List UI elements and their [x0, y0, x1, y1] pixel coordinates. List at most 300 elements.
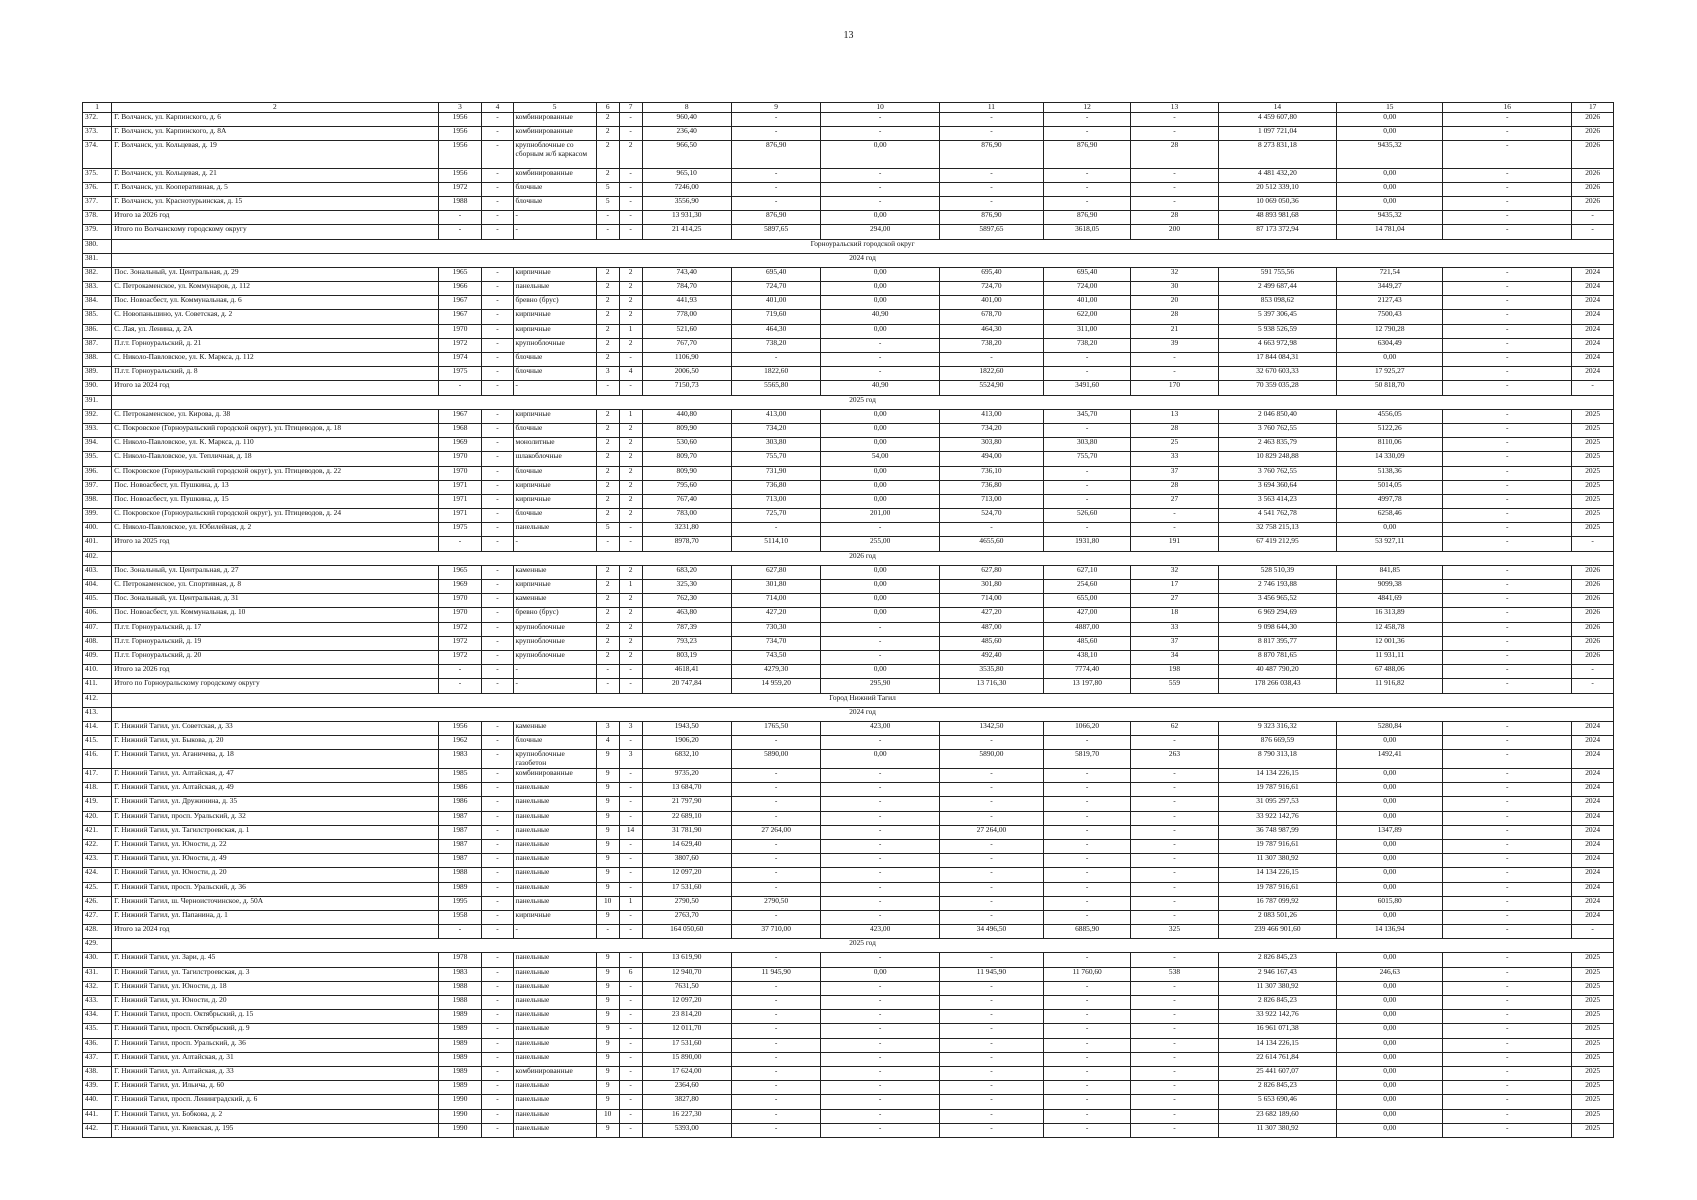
- cell-col-7: -: [619, 783, 642, 797]
- column-number-10: 10: [821, 103, 940, 113]
- cell-col-10: 294,00: [821, 225, 940, 239]
- cell-col-9: 724,70: [731, 282, 820, 296]
- cell-col-9: -: [731, 1109, 820, 1123]
- cell-col-12: 6885,90: [1043, 925, 1130, 939]
- cell-col-1: 372.: [83, 113, 112, 127]
- cell-col-6: 2: [596, 310, 619, 324]
- cell-col-3: 1987: [438, 839, 482, 853]
- table-row: [83, 452, 1614, 466]
- cell-col-10: -: [821, 1024, 940, 1038]
- cell-col-12: -: [1043, 1123, 1130, 1137]
- cell-col-9: -: [731, 1010, 820, 1024]
- cell-col-17: 2024: [1572, 910, 1614, 924]
- cell-col-12: -: [1043, 797, 1130, 811]
- cell-col-3: 1975: [438, 523, 482, 537]
- cell-col-15: 0,00: [1337, 1052, 1443, 1066]
- cell-col-10: -: [821, 825, 940, 839]
- cell-col-16: -: [1443, 452, 1572, 466]
- cell-col-16: -: [1443, 211, 1572, 225]
- cell-col-6: 9: [596, 854, 619, 868]
- cell-col-10: 295,90: [821, 679, 940, 693]
- cell-col-10: -: [821, 854, 940, 868]
- cell-col-11: -: [939, 1109, 1043, 1123]
- cell-col-6: 9: [596, 996, 619, 1010]
- cell-col-9: -: [731, 868, 820, 882]
- cell-col-10: -: [821, 736, 940, 750]
- table-row: [83, 494, 1614, 508]
- cell-col-3: 1966: [438, 282, 482, 296]
- cell-col-4: -: [482, 854, 513, 868]
- cell-col-16: -: [1443, 296, 1572, 310]
- cell-col-16: -: [1443, 480, 1572, 494]
- cell-col-11: -: [939, 981, 1043, 995]
- cell-col-6: -: [596, 679, 619, 693]
- cell-col-6: 2: [596, 141, 619, 168]
- cell-col-7: 2: [619, 509, 642, 523]
- cell-col-1: 392.: [83, 409, 112, 423]
- cell-col-5: кирпичные: [513, 910, 596, 924]
- cell-col-6: 2: [596, 168, 619, 182]
- cell-col-7: -: [619, 1024, 642, 1038]
- cell-col-10: -: [821, 783, 940, 797]
- cell-col-16: -: [1443, 783, 1572, 797]
- cell-col-6: 2: [596, 452, 619, 466]
- cell-col-13: -: [1131, 854, 1218, 868]
- cell-col-13: -: [1131, 839, 1218, 853]
- table-row: [83, 1123, 1614, 1137]
- cell-col-7: -: [619, 811, 642, 825]
- cell-col-15: 0,00: [1337, 182, 1443, 196]
- cell-col-3: 1990: [438, 1109, 482, 1123]
- cell-col-9: 714,00: [731, 594, 820, 608]
- cell-col-10: -: [821, 196, 940, 210]
- cell-col-14: 19 787 916,61: [1218, 882, 1337, 896]
- cell-col-6: 4: [596, 736, 619, 750]
- cell-col-1: 414.: [83, 721, 112, 735]
- cell-col-12: -: [1043, 811, 1130, 825]
- cell-col-7: 2: [619, 282, 642, 296]
- cell-col-8: 767,70: [642, 338, 731, 352]
- cell-col-14: 239 466 901,60: [1218, 925, 1337, 939]
- column-number-12: 12: [1043, 103, 1130, 113]
- cell-col-13: 13: [1131, 409, 1218, 423]
- cell-col-9: 876,90: [731, 141, 820, 168]
- cell-col-2: Пос. Новоасбест, ул. Коммунальная, д. 10: [112, 608, 439, 622]
- cell-col-12: 655,00: [1043, 594, 1130, 608]
- row-number: 402.: [83, 551, 112, 565]
- cell-col-11: 876,90: [939, 141, 1043, 168]
- cell-col-6: 9: [596, 1052, 619, 1066]
- cell-col-9: -: [731, 523, 820, 537]
- cell-col-12: 622,00: [1043, 310, 1130, 324]
- table-row: [83, 113, 1614, 127]
- cell-col-11: -: [939, 1052, 1043, 1066]
- cell-col-16: -: [1443, 953, 1572, 967]
- cell-col-3: 1956: [438, 127, 482, 141]
- cell-col-6: 2: [596, 423, 619, 437]
- cell-col-10: 255,00: [821, 537, 940, 551]
- cell-col-7: 2: [619, 622, 642, 636]
- cell-col-14: 2 826 845,23: [1218, 953, 1337, 967]
- cell-col-8: 6832,10: [642, 750, 731, 769]
- cell-col-3: 1978: [438, 953, 482, 967]
- cell-col-10: -: [821, 839, 940, 853]
- cell-col-2: Г. Волчанск, ул. Краснотурьинская, д. 15: [112, 196, 439, 210]
- cell-col-4: -: [482, 1109, 513, 1123]
- section-row: [83, 551, 1614, 565]
- cell-col-15: 9435,32: [1337, 211, 1443, 225]
- cell-col-5: панельные: [513, 1095, 596, 1109]
- cell-col-5: панельные: [513, 282, 596, 296]
- cell-col-15: 14 781,04: [1337, 225, 1443, 239]
- cell-col-13: 37: [1131, 636, 1218, 650]
- cell-col-1: 394.: [83, 438, 112, 452]
- cell-col-10: -: [821, 182, 940, 196]
- cell-col-6: 2: [596, 127, 619, 141]
- cell-col-6: 10: [596, 896, 619, 910]
- cell-col-2: Пос. Зональный, ул. Центральная, д. 29: [112, 267, 439, 281]
- cell-col-11: -: [939, 353, 1043, 367]
- cell-col-15: 0,00: [1337, 783, 1443, 797]
- cell-col-3: 1989: [438, 1052, 482, 1066]
- cell-col-1: 427.: [83, 910, 112, 924]
- cell-col-1: 441.: [83, 1109, 112, 1123]
- cell-col-15: 0,00: [1337, 981, 1443, 995]
- cell-col-7: -: [619, 127, 642, 141]
- cell-col-1: 399.: [83, 509, 112, 523]
- cell-col-8: 21 414,25: [642, 225, 731, 239]
- cell-col-1: 428.: [83, 925, 112, 939]
- cell-col-13: -: [1131, 196, 1218, 210]
- cell-col-4: -: [482, 1038, 513, 1052]
- cell-col-15: 4997,78: [1337, 494, 1443, 508]
- cell-col-3: 1971: [438, 494, 482, 508]
- cell-col-15: 11 916,82: [1337, 679, 1443, 693]
- cell-col-2: Г. Волчанск, ул. Карпинского, д. 6: [112, 113, 439, 127]
- table-row: [83, 211, 1614, 225]
- cell-col-5: блочные: [513, 736, 596, 750]
- cell-col-2: Г. Нижний Тагил, ул. Алтайская, д. 49: [112, 783, 439, 797]
- cell-col-16: -: [1443, 896, 1572, 910]
- cell-col-4: -: [482, 650, 513, 664]
- cell-col-10: -: [821, 896, 940, 910]
- cell-col-9: -: [731, 996, 820, 1010]
- cell-col-3: -: [438, 679, 482, 693]
- cell-col-11: 736,80: [939, 480, 1043, 494]
- cell-col-14: 591 755,56: [1218, 267, 1337, 281]
- section-heading: Город Нижний Тагил: [112, 693, 1614, 707]
- cell-col-9: -: [731, 168, 820, 182]
- cell-col-5: комбинированные: [513, 1066, 596, 1080]
- cell-col-16: -: [1443, 409, 1572, 423]
- cell-col-5: панельные: [513, 967, 596, 981]
- cell-col-5: комбинированные: [513, 769, 596, 783]
- column-number-7: 7: [619, 103, 642, 113]
- cell-col-13: 62: [1131, 721, 1218, 735]
- cell-col-7: 2: [619, 594, 642, 608]
- cell-col-12: -: [1043, 953, 1130, 967]
- cell-col-7: -: [619, 910, 642, 924]
- cell-col-2: Г. Нижний Тагил, ул. Тагилстроевская, д. 1: [112, 825, 439, 839]
- cell-col-11: 27 264,00: [939, 825, 1043, 839]
- cell-col-11: 695,40: [939, 267, 1043, 281]
- cell-col-13: -: [1131, 811, 1218, 825]
- cell-col-1: 418.: [83, 783, 112, 797]
- cell-col-12: -: [1043, 825, 1130, 839]
- cell-col-17: 2025: [1572, 1010, 1614, 1024]
- cell-col-14: 20 512 339,10: [1218, 182, 1337, 196]
- cell-col-5: крупноблочные со сборным ж/б каркасом: [513, 141, 596, 168]
- cell-col-9: -: [731, 882, 820, 896]
- cell-col-12: -: [1043, 839, 1130, 853]
- cell-col-13: -: [1131, 168, 1218, 182]
- cell-col-10: 423,00: [821, 925, 940, 939]
- cell-col-11: -: [939, 896, 1043, 910]
- cell-col-16: -: [1443, 141, 1572, 168]
- cell-col-15: 3449,27: [1337, 282, 1443, 296]
- cell-col-5: панельные: [513, 825, 596, 839]
- cell-col-7: 2: [619, 565, 642, 579]
- cell-col-10: 0,00: [821, 409, 940, 423]
- cell-col-1: 423.: [83, 854, 112, 868]
- cell-col-12: 13 197,80: [1043, 679, 1130, 693]
- cell-col-14: 3 760 762,55: [1218, 423, 1337, 437]
- cell-col-16: -: [1443, 679, 1572, 693]
- cell-col-3: -: [438, 665, 482, 679]
- cell-col-4: -: [482, 665, 513, 679]
- cell-col-16: -: [1443, 882, 1572, 896]
- cell-col-13: 27: [1131, 594, 1218, 608]
- cell-col-10: -: [821, 367, 940, 381]
- cell-col-4: -: [482, 1066, 513, 1080]
- cell-col-6: 2: [596, 480, 619, 494]
- cell-col-11: 714,00: [939, 594, 1043, 608]
- cell-col-13: 33: [1131, 452, 1218, 466]
- cell-col-10: 201,00: [821, 509, 940, 523]
- cell-col-9: -: [731, 196, 820, 210]
- cell-col-6: 9: [596, 1024, 619, 1038]
- cell-col-2: С. Покровское (Горноуральский городской округ), ул. Птицеводов, д. 22: [112, 466, 439, 480]
- table-row: [83, 1081, 1614, 1095]
- cell-col-14: 33 922 142,76: [1218, 811, 1337, 825]
- cell-col-5: блочные: [513, 182, 596, 196]
- cell-col-2: П.г.т. Горноуральский, д. 21: [112, 338, 439, 352]
- cell-col-5: панельные: [513, 1109, 596, 1123]
- cell-col-6: -: [596, 537, 619, 551]
- cell-col-16: -: [1443, 1066, 1572, 1080]
- cell-col-6: 2: [596, 594, 619, 608]
- cell-col-6: 9: [596, 910, 619, 924]
- cell-col-3: 1989: [438, 1024, 482, 1038]
- cell-col-5: крупноблочные: [513, 622, 596, 636]
- cell-col-3: 1972: [438, 650, 482, 664]
- cell-col-2: П.г.т. Горноуральский, д. 20: [112, 650, 439, 664]
- table-row: [83, 882, 1614, 896]
- cell-col-9: -: [731, 953, 820, 967]
- cell-col-2: С. Новопаньшино, ул. Советская, д. 2: [112, 310, 439, 324]
- cell-col-14: 23 682 189,60: [1218, 1109, 1337, 1123]
- cell-col-2: Г. Нижний Тагил, ул. Юности, д. 22: [112, 839, 439, 853]
- cell-col-13: -: [1131, 783, 1218, 797]
- cell-col-17: 2025: [1572, 423, 1614, 437]
- cell-col-17: 2025: [1572, 466, 1614, 480]
- cell-col-5: -: [513, 225, 596, 239]
- cell-col-14: 48 893 981,68: [1218, 211, 1337, 225]
- cell-col-17: 2026: [1572, 650, 1614, 664]
- cell-col-12: -: [1043, 1081, 1130, 1095]
- cell-col-4: -: [482, 127, 513, 141]
- cell-col-2: Г. Нижний Тагил, ул. Юности, д. 18: [112, 981, 439, 995]
- cell-col-13: 37: [1131, 466, 1218, 480]
- cell-col-11: 3535,80: [939, 665, 1043, 679]
- cell-col-12: 427,00: [1043, 608, 1130, 622]
- cell-col-13: -: [1131, 797, 1218, 811]
- cell-col-14: 16 787 099,92: [1218, 896, 1337, 910]
- table-row: [83, 665, 1614, 679]
- cell-col-12: 254,60: [1043, 580, 1130, 594]
- cell-col-4: -: [482, 1052, 513, 1066]
- cell-col-12: 401,00: [1043, 296, 1130, 310]
- cell-col-2: Г. Нижний Тагил, просп. Уральский, д. 36: [112, 1038, 439, 1052]
- cell-col-15: 8110,06: [1337, 438, 1443, 452]
- column-number-8: 8: [642, 103, 731, 113]
- cell-col-15: 14 330,09: [1337, 452, 1443, 466]
- cell-col-4: -: [482, 338, 513, 352]
- cell-col-7: -: [619, 925, 642, 939]
- cell-col-12: -: [1043, 466, 1130, 480]
- table-row: [83, 381, 1614, 395]
- cell-col-15: 16 313,89: [1337, 608, 1443, 622]
- cell-col-11: -: [939, 996, 1043, 1010]
- cell-col-11: 1822,60: [939, 367, 1043, 381]
- cell-col-16: -: [1443, 1081, 1572, 1095]
- cell-col-17: 2024: [1572, 783, 1614, 797]
- cell-col-1: 419.: [83, 797, 112, 811]
- cell-col-1: 386.: [83, 324, 112, 338]
- cell-col-2: Итого за 2024 год: [112, 381, 439, 395]
- cell-col-14: 6 969 294,69: [1218, 608, 1337, 622]
- cell-col-10: -: [821, 338, 940, 352]
- cell-col-1: 435.: [83, 1024, 112, 1038]
- cell-col-10: -: [821, 1095, 940, 1109]
- cell-col-10: -: [821, 797, 940, 811]
- cell-col-4: -: [482, 679, 513, 693]
- cell-col-8: 22 689,10: [642, 811, 731, 825]
- cell-col-1: 403.: [83, 565, 112, 579]
- cell-col-10: 0,00: [821, 211, 940, 225]
- cell-col-12: -: [1043, 783, 1130, 797]
- cell-col-9: -: [731, 910, 820, 924]
- cell-col-6: 9: [596, 1095, 619, 1109]
- cell-col-16: -: [1443, 925, 1572, 939]
- section-row: [83, 707, 1614, 721]
- cell-col-11: 492,40: [939, 650, 1043, 664]
- cell-col-8: 1106,90: [642, 353, 731, 367]
- cell-col-10: 0,00: [821, 594, 940, 608]
- cell-col-14: 19 787 916,61: [1218, 839, 1337, 853]
- cell-col-4: -: [482, 296, 513, 310]
- cell-col-15: 6015,80: [1337, 896, 1443, 910]
- cell-col-4: -: [482, 141, 513, 168]
- row-number: 391.: [83, 395, 112, 409]
- cell-col-5: шлакоблочные: [513, 452, 596, 466]
- cell-col-14: 14 134 226,15: [1218, 1038, 1337, 1052]
- cell-col-12: -: [1043, 127, 1130, 141]
- cell-col-8: 762,30: [642, 594, 731, 608]
- cell-col-8: 793,23: [642, 636, 731, 650]
- cell-col-16: -: [1443, 509, 1572, 523]
- cell-col-5: панельные: [513, 981, 596, 995]
- cell-col-11: 303,80: [939, 438, 1043, 452]
- cell-col-11: 4655,60: [939, 537, 1043, 551]
- cell-col-15: 5138,36: [1337, 466, 1443, 480]
- cell-col-3: 1969: [438, 580, 482, 594]
- cell-col-17: 2025: [1572, 1024, 1614, 1038]
- cell-col-10: -: [821, 769, 940, 783]
- cell-col-6: 2: [596, 494, 619, 508]
- cell-col-11: 413,00: [939, 409, 1043, 423]
- cell-col-11: -: [939, 127, 1043, 141]
- cell-col-8: 440,80: [642, 409, 731, 423]
- cell-col-5: монолитные: [513, 438, 596, 452]
- section-heading: Горноуральский городской округ: [112, 239, 1614, 253]
- cell-col-8: 12 097,20: [642, 996, 731, 1010]
- section-row: [83, 693, 1614, 707]
- cell-col-7: 2: [619, 452, 642, 466]
- cell-col-9: 743,50: [731, 650, 820, 664]
- cell-col-16: -: [1443, 811, 1572, 825]
- cell-col-14: 3 694 360,64: [1218, 480, 1337, 494]
- cell-col-1: 406.: [83, 608, 112, 622]
- cell-col-2: П.г.т. Горноуральский, д. 8: [112, 367, 439, 381]
- cell-col-15: 53 927,11: [1337, 537, 1443, 551]
- cell-col-3: 1988: [438, 868, 482, 882]
- cell-col-3: 1972: [438, 182, 482, 196]
- cell-col-17: 2025: [1572, 981, 1614, 995]
- cell-col-4: -: [482, 168, 513, 182]
- cell-col-8: 783,00: [642, 509, 731, 523]
- cell-col-5: кирпичные: [513, 324, 596, 338]
- cell-col-14: 876 669,59: [1218, 736, 1337, 750]
- cell-col-13: -: [1131, 353, 1218, 367]
- cell-col-14: 2 499 687,44: [1218, 282, 1337, 296]
- cell-col-11: -: [939, 523, 1043, 537]
- cell-col-12: 3618,05: [1043, 225, 1130, 239]
- column-number-6: 6: [596, 103, 619, 113]
- table-row: [83, 182, 1614, 196]
- cell-col-2: Итого за 2026 год: [112, 211, 439, 225]
- cell-col-11: -: [939, 882, 1043, 896]
- cell-col-17: 2024: [1572, 811, 1614, 825]
- cell-col-15: 14 136,94: [1337, 925, 1443, 939]
- cell-col-16: -: [1443, 1010, 1572, 1024]
- table-row: [83, 580, 1614, 594]
- cell-col-7: 1: [619, 409, 642, 423]
- cell-col-2: П.г.т. Горноуральский, д. 19: [112, 636, 439, 650]
- cell-col-14: 4 541 762,78: [1218, 509, 1337, 523]
- cell-col-6: 2: [596, 636, 619, 650]
- table-row: [83, 338, 1614, 352]
- cell-col-10: -: [821, 650, 940, 664]
- cell-col-10: -: [821, 1109, 940, 1123]
- cell-col-2: Пос. Новоасбест, ул. Пушкина, д. 15: [112, 494, 439, 508]
- cell-col-14: 10 829 248,88: [1218, 452, 1337, 466]
- cell-col-12: 1931,80: [1043, 537, 1130, 551]
- cell-col-16: -: [1443, 1038, 1572, 1052]
- cell-col-5: крупноблочные: [513, 650, 596, 664]
- cell-col-4: -: [482, 825, 513, 839]
- cell-col-5: -: [513, 665, 596, 679]
